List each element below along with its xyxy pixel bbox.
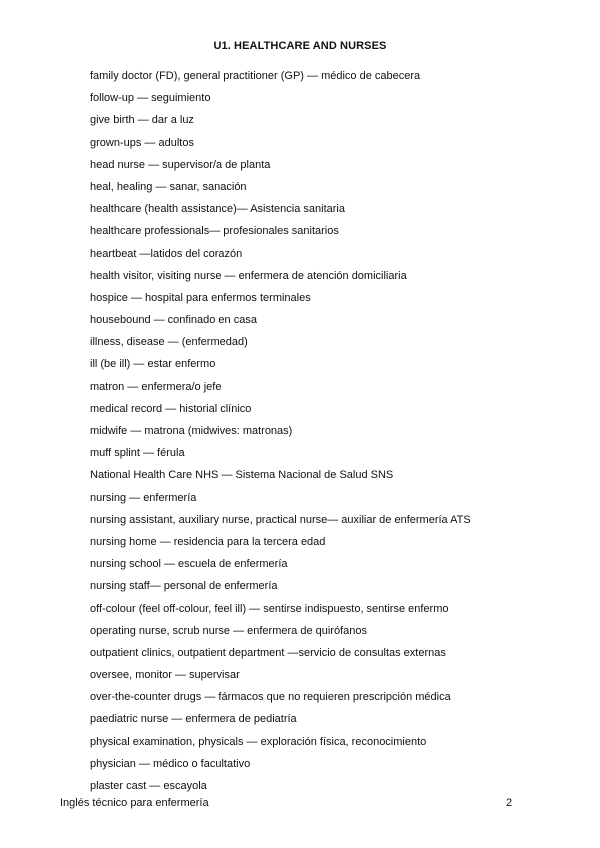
glossary-entry: nursing — enfermería — [90, 491, 197, 504]
glossary-entry: physical examination, physicals — exploración física, reconocimiento — [90, 735, 427, 748]
glossary-entry: illness, disease — (enfermedad) — [90, 336, 248, 349]
glossary-entry: nursing staff— personal de enfermería — [90, 580, 278, 593]
page-number: 2 — [506, 797, 513, 809]
glossary-entry: muff splint — férula — [90, 447, 185, 460]
glossary-entry: nursing home — residencia para la tercera edad — [90, 535, 326, 548]
glossary-entry: housebound — confinado en casa — [90, 314, 257, 327]
glossary-entry: hospice — hospital para enfermos terminales — [90, 291, 311, 304]
glossary-entry: paediatric nurse — enfermera de pediatría — [90, 713, 297, 726]
glossary-entry: healthcare (health assistance)— Asistencia sanitaria — [90, 203, 345, 216]
glossary-entry: oversee, monitor — supervisar — [90, 669, 240, 682]
glossary-entry: follow-up — seguimiento — [90, 92, 211, 105]
glossary-entry: physician — médico o facultativo — [90, 757, 251, 770]
glossary-list — [90, 68, 570, 800]
footer-text: Inglés técnico para enfermería — [60, 797, 209, 809]
glossary-entry: operating nurse, scrub nurse — enfermera de quirófanos — [90, 624, 367, 637]
glossary-entry: National Health Care NHS — Sistema Nacional de Salud SNS — [90, 469, 394, 482]
glossary-entry: plaster cast — escayola — [90, 780, 207, 792]
glossary-entry: family doctor (FD), general practitioner (GP) — médico de cabecera — [90, 70, 421, 82]
glossary-entry: over-the-counter drugs — fármacos que no requieren prescripción médica — [90, 691, 451, 704]
glossary-entry: medical record — historial clínico — [90, 402, 252, 415]
glossary-entry: nursing school — escuela de enfermería — [90, 558, 288, 571]
glossary-entry: matron — enfermera/o jefe — [90, 380, 222, 393]
glossary-entry: nursing assistant, auxiliary nurse, practical nurse— auxiliar de enfermería ATS — [90, 513, 471, 526]
glossary-entry: ill (be ill) — estar enfermo — [90, 358, 216, 371]
glossary-entry: health visitor, visiting nurse — enfermera de atención domiciliaria — [90, 269, 407, 282]
glossary-entry: give birth — dar a luz — [90, 114, 194, 127]
glossary-entry: healthcare professionals— profesionales sanitarios — [90, 225, 339, 238]
glossary-entry: grown-ups — adultos — [90, 136, 194, 149]
glossary-entry: head nurse — supervisor/a de planta — [90, 158, 271, 171]
glossary-entry: heal, healing — sanar, sanación — [90, 180, 247, 193]
glossary-entry: heartbeat —latidos del corazón — [90, 247, 243, 260]
glossary-entry: midwife — matrona (midwives: matronas) — [90, 425, 293, 437]
glossary-entry: off-colour (feel off-colour, feel ill) — sentirse indispuesto, sentirse enfermo — [90, 602, 449, 615]
glossary-entry: outpatient clinics, outpatient department —servicio de consultas externas — [90, 646, 446, 659]
page-title: U1. HEALTHCARE AND NURSES — [213, 40, 387, 52]
